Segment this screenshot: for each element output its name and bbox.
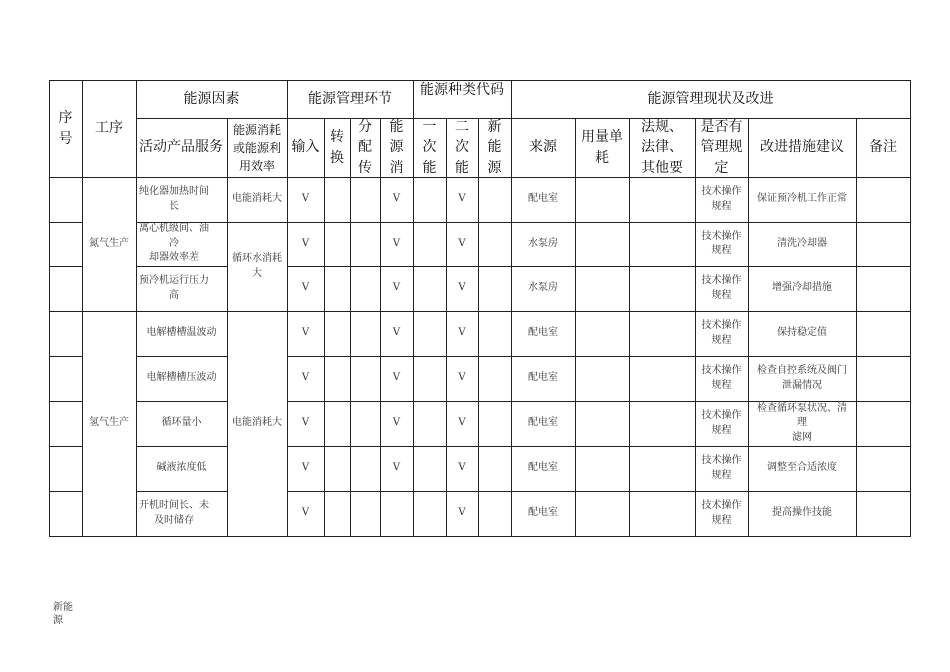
row-consume-mark [380,177,413,222]
row-rules [695,446,748,491]
row-consume-mark [380,356,413,401]
row-input-mark [287,401,324,446]
header-new-energy-text: 能 [487,139,502,156]
row-source [511,266,575,311]
row-line [136,311,228,312]
row-suggestion-text: 调整至合适浓度 [767,462,837,474]
row-activity [136,491,227,536]
row-input-mark [287,222,324,266]
row-activity-text: 电解槽槽压波动 [146,372,217,384]
header-source [511,118,575,177]
header-new-energy [478,118,511,177]
header-source-text: 来源 [529,139,557,156]
row-rules-text: 规程 [711,469,732,481]
row-line [49,446,83,447]
row-input-mark [287,446,324,491]
row-input-mark [287,311,324,356]
header-status-improve-text: 能源管理现状及改进 [647,90,774,107]
row-source-text: 配电室 [528,417,558,429]
header-consume-text: 消 [389,159,404,176]
row-source-text: 配电室 [528,372,558,384]
row-secondary-mark-text: V [458,282,466,294]
header-convert [324,118,350,177]
row-rules [695,177,748,222]
column-line [287,80,288,537]
row-input-mark [287,266,324,311]
header-consume-text: 能 [389,119,404,136]
row-consume-mark [380,446,413,491]
row-activity-text: 长 [169,200,179,212]
column-line [380,118,381,537]
column-line [324,118,325,537]
footer-line: 新能 [53,602,73,613]
row-consumption [227,222,287,311]
row-secondary-mark [446,222,478,266]
row-rules [695,266,748,311]
row-source [511,401,575,446]
header-regulations [629,118,695,177]
row-suggestion [748,446,856,491]
row-source [511,222,575,266]
row-rules-text: 规程 [711,514,732,526]
column-line [82,80,83,537]
group-line [82,311,137,312]
row-activity [136,222,227,266]
group-consumption-text: 电能消耗大 [232,417,282,429]
row-secondary-mark [446,446,478,491]
row-activity [136,356,227,401]
row-line [227,222,288,223]
row-consumption-text: 循环水消耗 大 [232,253,282,279]
row-consume-mark [380,311,413,356]
row-consume-mark-text: V [392,417,401,429]
row-line [49,401,83,402]
header-energy-codes-text: 能源种类代码 [420,81,504,98]
row-activity-text: 循环量小 [161,417,202,429]
header-new-energy-text: 新 [487,119,502,136]
header-has-rules-text: 是否有 [700,119,743,136]
header-consume-text: 源 [389,139,404,156]
row-line [49,266,83,267]
header-seq [49,80,82,177]
row-activity [136,266,227,311]
row-source-text: 配电室 [528,327,558,339]
header-secondary-text: 二 [455,119,469,136]
group-process [82,177,136,311]
header-suggestion [748,118,856,177]
header-primary-text: 一 [422,119,437,136]
column-line [446,118,447,537]
row-suggestion [748,491,856,536]
row-activity [136,311,227,356]
header-input-text: 输入 [291,139,320,156]
row-input-mark-text: V [301,193,310,205]
row-source-text: 配电室 [528,462,558,474]
row-line [49,311,83,312]
footer-note [53,601,73,627]
row-suggestion-text: 检查自控系统及阀门 [757,365,847,376]
row-secondary-mark [446,311,478,356]
column-line [350,118,351,537]
row-suggestion [748,222,856,266]
row-line [136,401,228,402]
header-regulations-text: 法规、 [641,119,683,136]
row-consumption-text: 电能消耗大 [232,193,282,205]
header-consume [380,118,413,177]
row-source [511,356,575,401]
header-energy-factors [136,80,287,118]
header-consumption-text: 能源消耗 [232,122,281,137]
header-has-rules-text: 定 [714,159,729,176]
row-rules-text: 规程 [711,200,732,212]
row-rules [695,222,748,266]
row-consumption [227,177,287,222]
row-input-mark-text: V [301,462,310,474]
row-suggestion-text: 保证预冷机工作正常 [757,193,847,205]
header-input [287,118,324,177]
row-line [49,491,83,492]
row-secondary-mark-text: V [458,417,466,429]
table-border-bottom [49,536,911,537]
row-input-mark-text: V [301,282,310,294]
header-remarks [856,118,910,177]
header-activity [136,118,227,177]
header-secondary [446,118,478,177]
row-suggestion-text: 检查循环泵状况、清 [757,402,847,414]
row-activity-text: 纯化器加热时间 [139,186,209,197]
row-activity [136,401,227,446]
column-line [49,80,50,537]
row-secondary-mark [446,356,478,401]
header-process-text: 工序 [95,120,123,137]
row-secondary-mark-text: V [458,237,466,249]
row-line [49,356,83,357]
header-management-links [287,80,413,118]
column-line [413,80,414,537]
row-input-mark [287,356,324,401]
row-suggestion-text: 清洗冷却器 [777,237,827,249]
row-source-text: 水泵房 [528,237,558,249]
row-line [136,356,228,357]
row-activity-text: 开机时间长、未 [139,500,209,511]
row-secondary-mark [446,401,478,446]
column-line [748,118,749,537]
header-consumption-text: 或能源利 [232,140,281,155]
row-rules [695,356,748,401]
row-source-text: 配电室 [528,507,558,519]
row-suggestion-text: 增强冷却措施 [772,282,832,294]
header-activity-text: 活动产品服务 [139,139,223,156]
row-secondary-mark [446,266,478,311]
row-line [136,222,228,223]
header-suggestion-text: 改进措施建议 [760,139,844,156]
row-source [511,491,575,536]
row-consume-mark [380,222,413,266]
row-source [511,177,575,222]
row-suggestion [748,266,856,311]
row-consume-mark [380,491,413,536]
row-rules-text: 规程 [711,379,732,391]
row-activity [136,177,227,222]
row-consume-mark-text: V [392,327,401,339]
column-line [575,118,576,537]
column-line [511,80,512,537]
header-distribute [350,118,380,177]
header-usage-unit-text: 耗 [595,149,609,166]
header-primary-text: 能 [422,159,437,176]
row-consume-mark-text: V [392,282,401,294]
header-status-improve [511,80,910,118]
row-rules-text: 规程 [711,424,732,436]
row-line [227,311,288,312]
header-mid-line [136,118,911,119]
row-rules-text: 规程 [711,289,732,301]
footer-line: 源 [53,615,63,626]
row-suggestion [748,356,856,401]
group-consumption [227,311,287,536]
header-energy-codes [413,80,511,100]
column-line [695,118,696,537]
row-consume-mark [380,401,413,446]
row-suggestion [748,177,856,222]
row-consume-mark-text: V [392,193,401,205]
header-consumption [227,118,287,177]
row-suggestion-text: 泄漏情况 [782,379,822,391]
row-rules-text: 技术操作 [701,275,742,286]
row-suggestion-text: 理 [797,417,807,429]
row-suggestion-text: 提高操作技能 [772,507,832,519]
row-activity-text: 碱液浓度低 [156,462,207,474]
header-bottom-line [49,177,911,178]
row-input-mark-text: V [301,507,310,519]
row-rules-text: 规程 [711,334,732,346]
column-line [136,80,137,537]
group-process [82,311,136,536]
column-line [856,118,857,537]
row-suggestion [748,401,856,446]
column-line [227,118,228,537]
column-line [910,80,911,537]
row-activity-text: 高 [169,289,179,301]
row-consume-mark [380,266,413,311]
row-line [136,446,228,447]
header-distribute-text: 传 [358,159,372,176]
row-source [511,311,575,356]
row-input-mark-text: V [301,237,310,249]
row-secondary-mark-text: V [458,462,466,474]
row-secondary-mark-text: V [458,507,466,519]
header-process [82,80,136,177]
group-process-text: 氢气生产 [89,417,129,429]
row-activity-text: 却器效率差 [149,252,199,264]
row-rules-text: 规程 [711,245,732,256]
row-activity-text: 冷 [169,237,179,249]
header-distribute-text: 配 [358,139,372,156]
row-activity-text: 预冷机运行压力 [139,275,209,286]
header-primary [413,118,446,177]
table-border-top [49,80,911,81]
header-regulations-text: 法律、 [641,139,683,156]
row-rules [695,311,748,356]
row-input-mark-text: V [301,372,310,384]
row-suggestion-text: 滤网 [792,431,812,443]
header-usage-unit [575,118,629,177]
row-secondary-mark-text: V [458,372,466,384]
row-input-mark [287,177,324,222]
row-input-mark-text: V [301,327,310,339]
header-energy-factors-text: 能源因素 [183,90,240,107]
row-rules-text: 技术操作 [701,410,742,421]
row-rules-text: 技术操作 [701,230,742,242]
header-remarks-text: 备注 [869,139,897,156]
column-line [478,118,479,537]
row-activity [136,446,227,491]
row-secondary-mark-text: V [458,327,466,339]
row-suggestion [748,311,856,356]
row-consume-mark-text: V [392,237,401,249]
header-has-rules-text: 管理规 [700,139,743,156]
row-rules-text: 技术操作 [701,365,742,376]
row-secondary-mark-text: V [458,193,466,205]
row-line [49,222,83,223]
row-source-text: 水泵房 [528,282,558,294]
row-suggestion-text: 保持稳定值 [777,327,827,339]
header-consumption-text: 用效率 [238,158,275,173]
header-distribute-text: 分 [358,119,372,136]
row-rules [695,491,748,536]
header-secondary-text: 能 [455,159,469,176]
header-new-energy-text: 源 [487,159,502,176]
header-has-rules [695,118,748,177]
row-consume-mark-text: V [392,372,401,384]
row-activity-text: 及时储存 [154,514,194,526]
header-primary-text: 次 [422,139,437,156]
header-management-links-text: 能源管理环节 [308,90,392,107]
column-line [629,118,630,537]
header-usage-unit-text: 用量单 [581,129,623,146]
row-source [511,446,575,491]
header-convert-text: 转 [330,129,344,146]
row-rules-text: 技术操作 [701,455,742,466]
row-input-mark [287,491,324,536]
row-line [136,491,228,492]
row-rules-text: 技术操作 [701,186,742,197]
header-seq-text: 序 [58,110,73,127]
row-rules-text: 技术操作 [701,500,742,511]
header-secondary-text: 次 [455,139,469,156]
row-secondary-mark [446,177,478,222]
header-seq-text: 号 [58,130,73,147]
row-input-mark-text: V [301,417,310,429]
row-rules-text: 技术操作 [701,320,742,331]
group-process-text: 氮气生产 [89,237,129,249]
row-activity-text: 离心机级间、油 [139,223,209,235]
row-source-text: 配电室 [528,193,558,205]
row-line [136,266,228,267]
row-secondary-mark [446,491,478,536]
row-consume-mark-text: V [392,462,401,474]
row-rules [695,401,748,446]
header-convert-text: 换 [330,149,344,166]
row-activity-text: 电解槽槽温波动 [146,327,217,339]
header-regulations-text: 其他要 [641,159,683,176]
